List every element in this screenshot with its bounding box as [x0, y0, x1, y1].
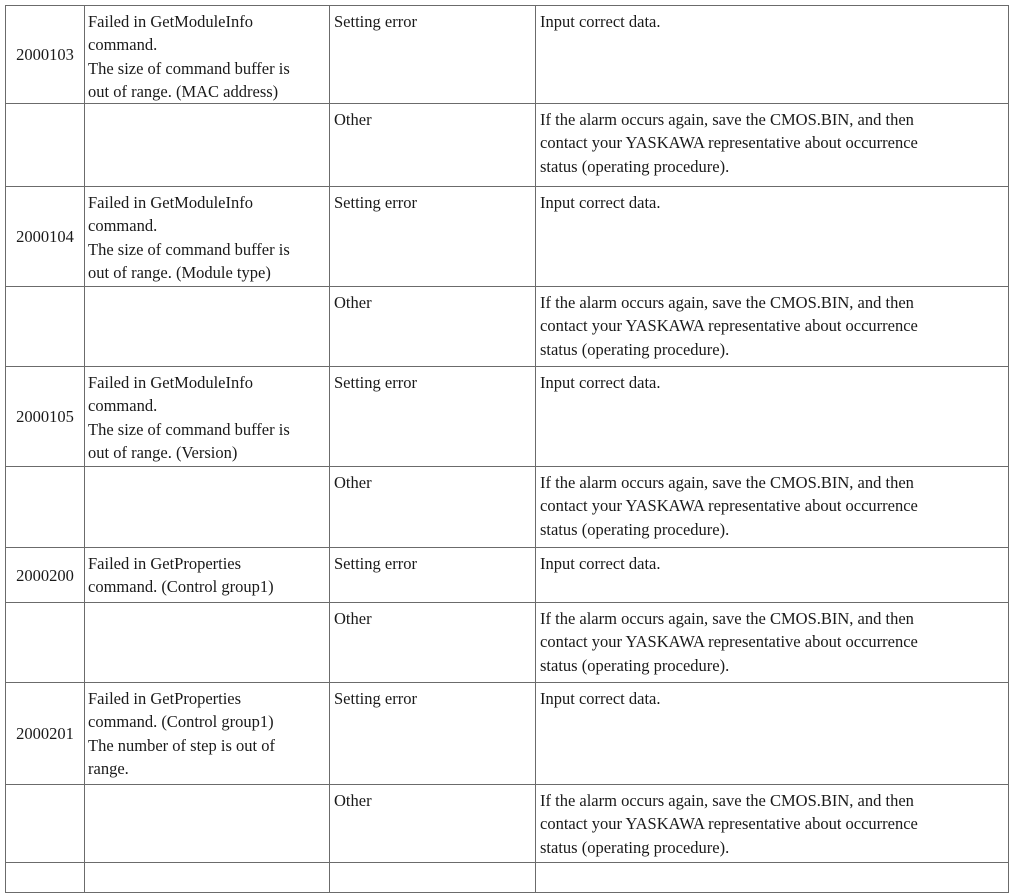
cause-cell — [330, 287, 536, 367]
cause-text: Setting error — [334, 12, 417, 31]
meaning-line: Failed in GetModuleInfo command. The size of command buffer is out of range. (Version) — [88, 373, 290, 463]
alarm-code-cell — [6, 6, 85, 104]
remedy-cell — [536, 603, 1009, 683]
meaning-line: Failed in GetModuleInfo command. The size of command buffer is out of range. (Module type) — [88, 193, 290, 283]
alarm-code: 2000105 — [16, 407, 74, 427]
cause-text: Other — [334, 110, 372, 130]
table-row — [6, 548, 1009, 603]
alarm-meaning-cell-empty — [85, 104, 330, 187]
alarm-meaning-cell — [85, 187, 330, 287]
alarm-code-cell — [6, 187, 85, 287]
cause-text: Setting error — [334, 373, 417, 393]
alarm-code-cell-empty — [6, 785, 85, 863]
alarm-code: 2000201 — [16, 724, 74, 744]
alarm-meaning — [85, 187, 329, 284]
remedy-cell — [536, 367, 1009, 467]
table-row-next-partial — [6, 863, 1009, 893]
alarm-code-cell-empty — [6, 467, 85, 548]
alarm-code-cell — [6, 683, 85, 785]
remedy-cell — [536, 785, 1009, 863]
meaning-line: Failed in GetProperties command. (Control group1) The number of step is out of range. — [88, 689, 275, 779]
alarm-code-cell-empty — [6, 104, 85, 187]
alarm-meaning-cell-empty — [85, 467, 330, 548]
remedy-cell — [536, 6, 1009, 104]
alarm-meaning — [85, 367, 329, 464]
alarm-code-cell-empty — [6, 863, 85, 893]
cause-text: Other — [334, 473, 372, 493]
cause-cell — [330, 785, 536, 863]
remedy-text: If the alarm occurs again, save the CMOS.BIN, and then contact your YASKAWA representative about occurrence status (operating procedure). — [540, 293, 918, 359]
table-row — [6, 6, 1009, 104]
cause-text: Other — [334, 293, 372, 313]
alarm-code-cell — [6, 548, 85, 603]
table-row — [6, 603, 1009, 683]
alarm-meaning — [85, 683, 329, 780]
remedy-cell — [536, 683, 1009, 785]
table-row — [6, 287, 1009, 367]
remedy-cell — [536, 104, 1009, 187]
alarm-meaning — [85, 6, 329, 103]
cause-text: Setting error — [334, 554, 417, 574]
alarm-meaning-cell-empty — [85, 863, 330, 893]
cause-cell — [330, 548, 536, 603]
meaning-line: Failed in GetModuleInfo command. The size of command buffer is out of range. (MAC address) — [88, 12, 290, 101]
cause-cell — [330, 683, 536, 785]
cause-cell — [330, 6, 536, 104]
alarm-meaning-cell — [85, 683, 330, 785]
alarm-code-cell-empty — [6, 287, 85, 367]
remedy-text: If the alarm occurs again, save the CMOS.BIN, and then contact your YASKAWA representative about occurrence status (operating procedure). — [540, 110, 918, 176]
remedy-cell — [536, 467, 1009, 548]
cause-cell — [330, 467, 536, 548]
cause-text: Setting error — [334, 193, 417, 213]
table-row — [6, 785, 1009, 863]
remedy-text: If the alarm occurs again, save the CMOS.BIN, and then contact your YASKAWA representative about occurrence status (operating procedure). — [540, 473, 918, 539]
cause-text: Other — [334, 791, 372, 811]
alarm-code: 2000103 — [16, 44, 74, 64]
alarm-meaning-cell — [85, 367, 330, 467]
cause-cell — [330, 603, 536, 683]
remedy-cell — [536, 187, 1009, 287]
cause-cell-empty — [330, 863, 536, 893]
meaning-line: Failed in GetProperties command. (Control group1) — [88, 554, 274, 597]
alarm-meaning-cell — [85, 548, 330, 603]
table-row — [6, 683, 1009, 785]
remedy-text: If the alarm occurs again, save the CMOS.BIN, and then contact your YASKAWA representative about occurrence status (operating procedure). — [540, 609, 918, 675]
cause-text: Setting error — [334, 689, 417, 709]
remedy-text: Input correct data. — [540, 689, 661, 709]
remedy-cell — [536, 548, 1009, 603]
alarm-meaning — [85, 548, 329, 599]
alarm-code-cell-empty — [6, 603, 85, 683]
remedy-text: Input correct data. — [540, 554, 661, 574]
table-row — [6, 467, 1009, 548]
alarm-code: 2000104 — [16, 227, 74, 247]
alarm-table-body — [6, 6, 1009, 893]
alarm-code-cell — [6, 367, 85, 467]
remedy-cell — [536, 287, 1009, 367]
table-row — [6, 104, 1009, 187]
table-row — [6, 187, 1009, 287]
remedy-cell-empty — [536, 863, 1009, 893]
remedy-text: Input correct data. — [540, 373, 661, 393]
cause-cell — [330, 104, 536, 187]
cause-cell — [330, 367, 536, 467]
cause-text: Other — [334, 609, 372, 629]
alarm-meaning-cell — [85, 6, 330, 104]
alarm-code: 2000200 — [16, 565, 74, 585]
remedy-text: If the alarm occurs again, save the CMOS.BIN, and then contact your YASKAWA representative about occurrence status (operating procedure). — [540, 791, 918, 857]
alarm-meaning-cell-empty — [85, 287, 330, 367]
table-row — [6, 367, 1009, 467]
alarm-meaning-cell-empty — [85, 603, 330, 683]
remedy-text: Input correct data. — [540, 193, 661, 213]
remedy-text: Input correct data. — [540, 12, 661, 31]
alarm-table — [5, 5, 1009, 893]
alarm-meaning-cell-empty — [85, 785, 330, 863]
cause-cell — [330, 187, 536, 287]
